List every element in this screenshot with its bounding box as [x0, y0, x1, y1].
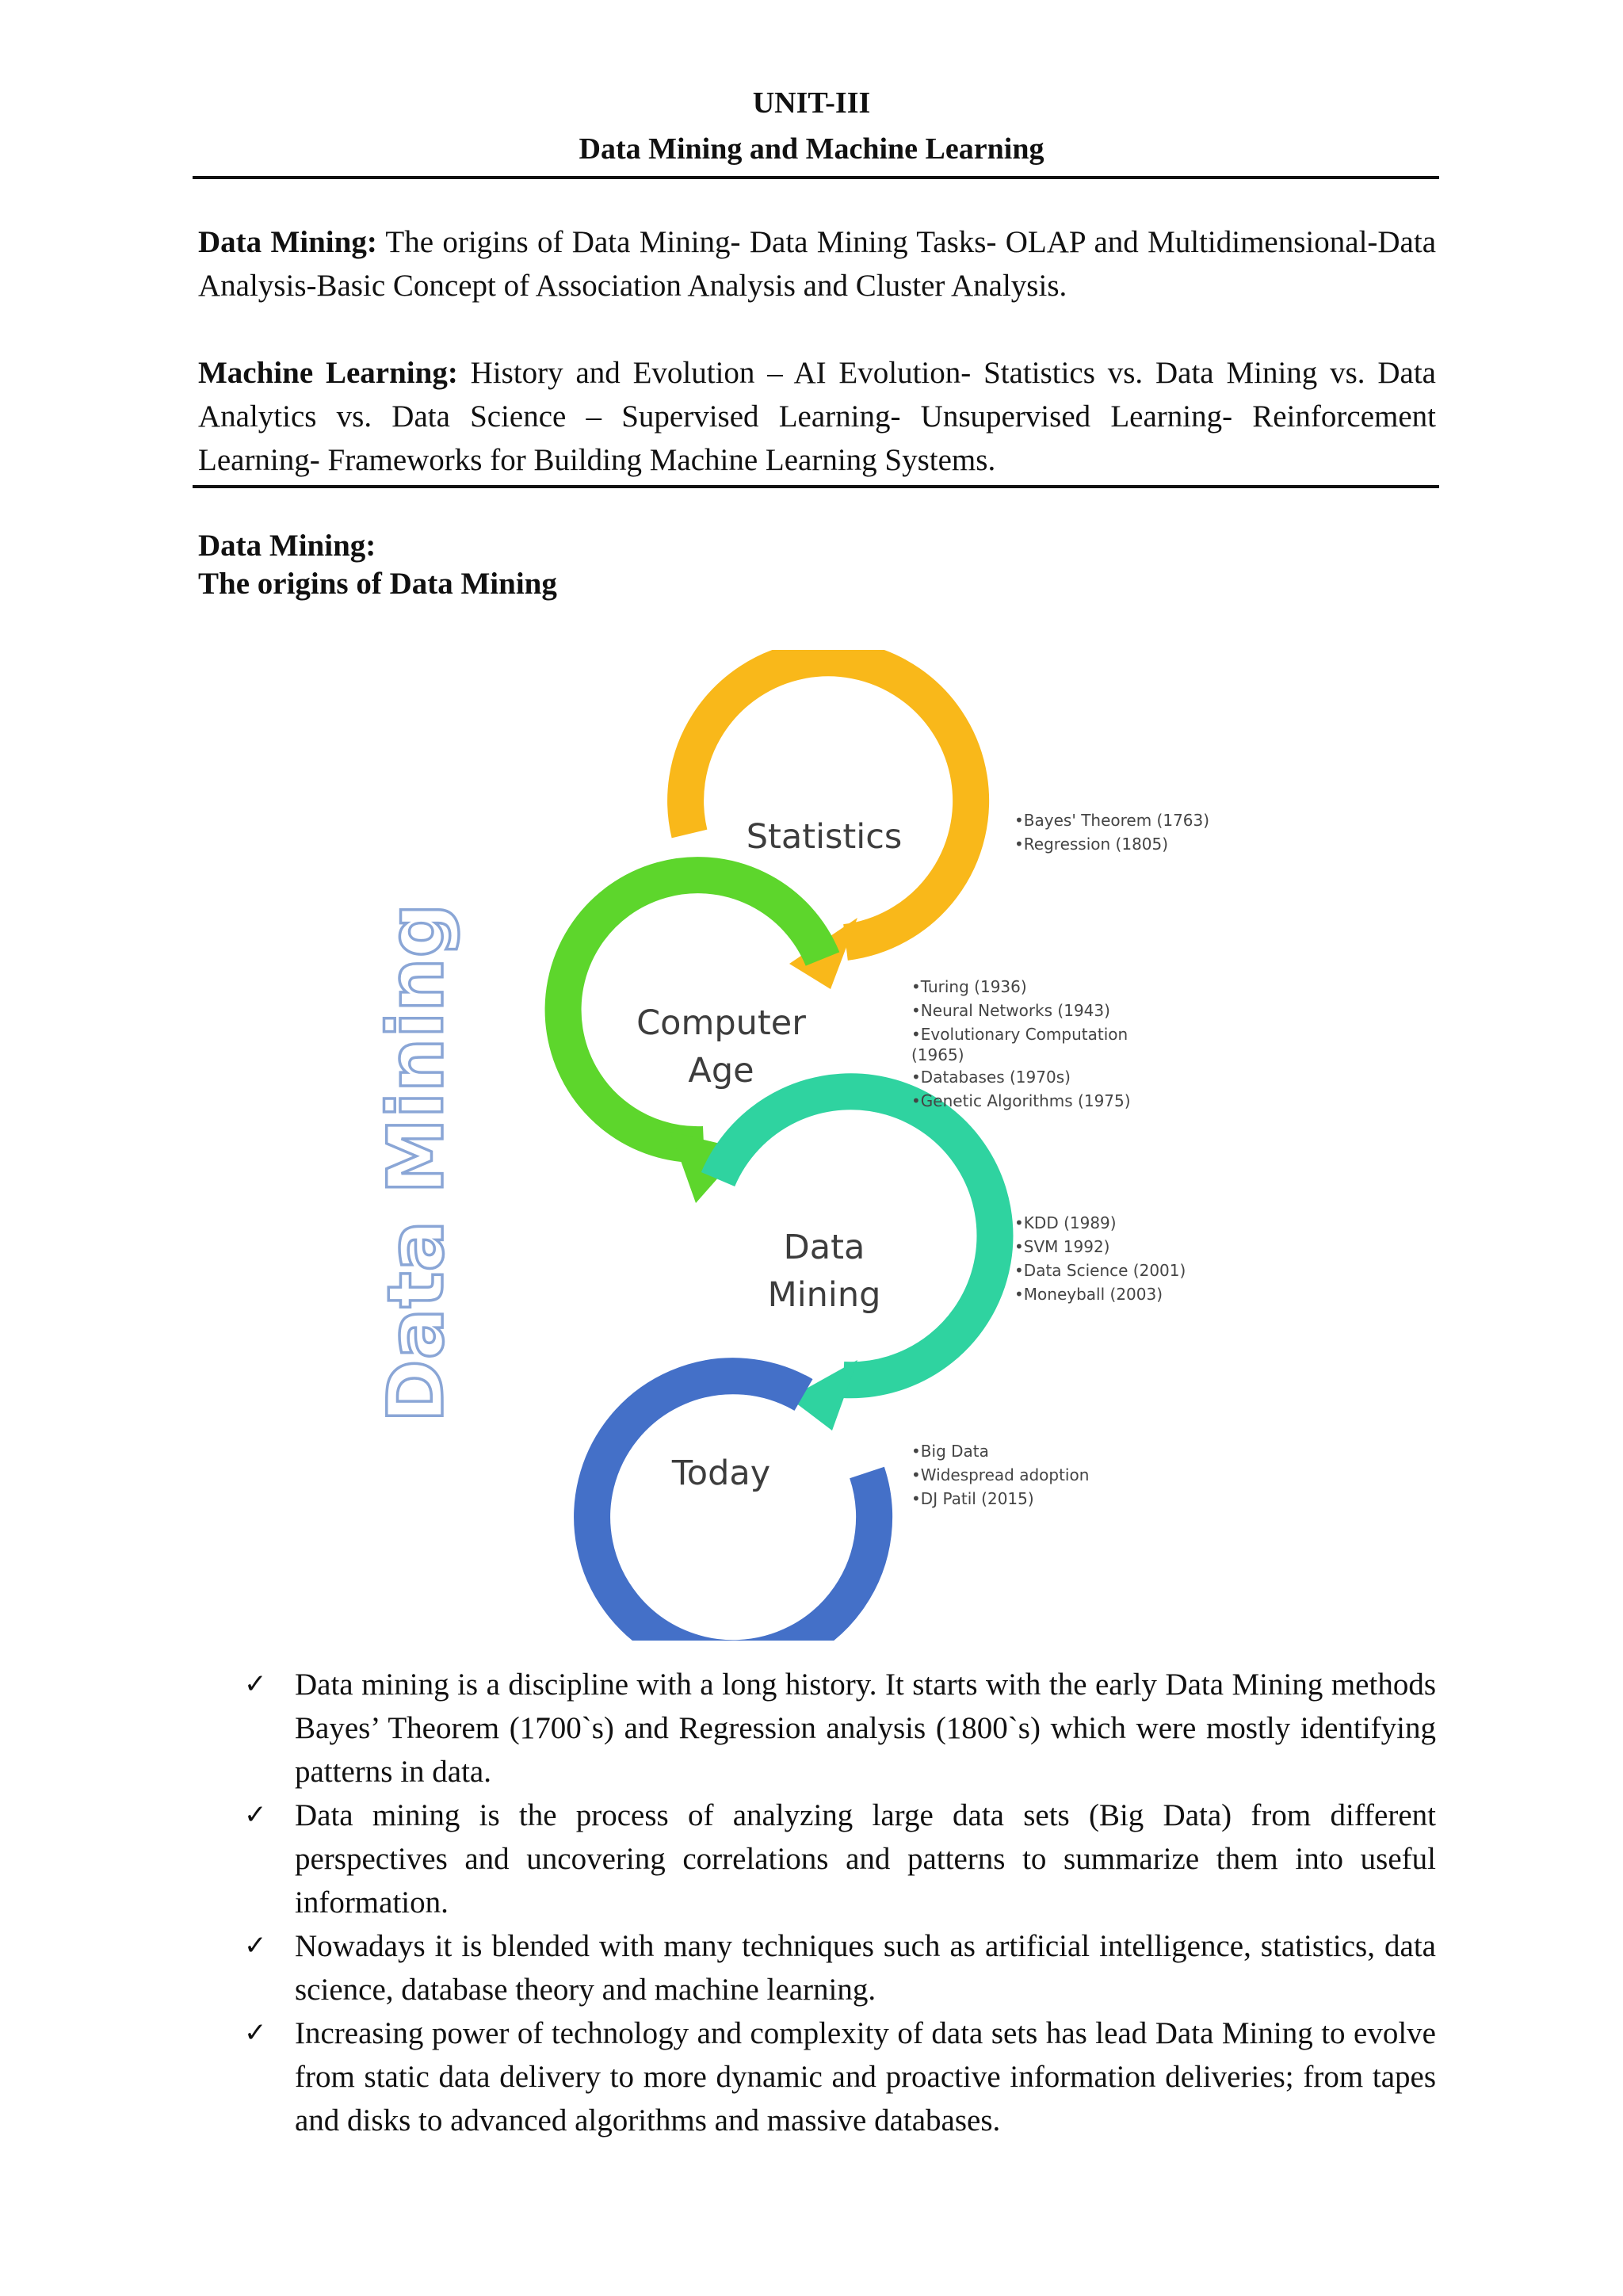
note-statistics-1: •Bayes' Theorem (1763): [1014, 811, 1210, 830]
note-computer-4: (1965): [911, 1045, 964, 1064]
note-today-2: •Widespread adoption: [911, 1465, 1090, 1484]
stage-label-data: Data: [783, 1228, 865, 1267]
stage-label-today: Today: [671, 1454, 771, 1493]
syllabus-dm-label: Data Mining:: [198, 225, 377, 259]
note-dm-4: •Moneyball (2003): [1014, 1285, 1163, 1304]
note-computer-2: •Neural Networks (1943): [911, 1001, 1110, 1020]
note-dm-3: •Data Science (2001): [1014, 1261, 1186, 1280]
bottom-rule: [193, 485, 1439, 488]
note-today-3: •DJ Patil (2015): [911, 1489, 1034, 1508]
top-rule: [193, 176, 1439, 179]
checkmark-icon: ✓: [244, 1799, 267, 1831]
vertical-title: Data Mining: [372, 903, 460, 1423]
note-computer-3: •Evolutionary Computation: [911, 1025, 1128, 1044]
syllabus-data-mining: [198, 220, 1436, 308]
syllabus-ml-label: Machine Learning:: [198, 356, 458, 390]
note-computer-1: •Turing (1936): [911, 977, 1027, 996]
note-dm-2: •SVM 1992): [1014, 1237, 1110, 1256]
note-computer-5: •Databases (1970s): [911, 1068, 1071, 1087]
section-heading: Data Mining:: [198, 529, 376, 563]
note-today-1: •Big Data: [911, 1442, 989, 1461]
syllabus-dm-text: The origins of Data Mining- Data Mining Tasks- OLAP and Multidimensional-Data Analysis-Basic Concept of Association Analysis and Cluster Analysis.: [198, 225, 1437, 303]
bullet-item: ✓ Nowadays it is blended with many techniques such as artificial intelligence, statistics, data science, database theory and machine learning.: [238, 1924, 1436, 2011]
bullet-item: ✓ Data mining is a discipline with a long history. It starts with the early Data Mining methods Bayes’ Theorem (1700`s) and Regression analysis (1800`s) which were mostly identifying patterns in data.: [238, 1663, 1436, 1794]
note-dm-1: •KDD (1989): [1014, 1213, 1117, 1232]
checkmark-icon: ✓: [244, 2017, 267, 2049]
stage-label-age: Age: [688, 1051, 754, 1091]
document-title: Data Mining and Machine Learning: [579, 132, 1044, 166]
unit-title: UNIT-III: [752, 86, 871, 120]
syllabus-ml-text: History and Evolution – AI Evolution- Statistics vs. Data Mining vs. Data Analytics vs. Data Science – Supervised Learning- Unsupervised Learning- Reinforcement Learning- Frameworks for Building Machine Learning Systems.: [198, 356, 1436, 477]
data-mining-origins-diagram: [341, 650, 1276, 1641]
note-computer-6: •Genetic Algorithms (1975): [911, 1091, 1131, 1110]
checkmark-icon: ✓: [244, 1668, 267, 1700]
stage-label-statistics: Statistics: [746, 817, 903, 857]
stage-label-mining: Mining: [767, 1275, 881, 1315]
bullet-item: ✓ Data mining is the process of analyzing large data sets (Big Data) from different perspectives and uncovering correlations and patterns to summarize them into useful information.: [238, 1794, 1436, 1924]
section-subheading: The origins of Data Mining: [198, 567, 557, 601]
bullet-item: ✓ Increasing power of technology and complexity of data sets has lead Data Mining to evolve from static data delivery to more dynamic and proactive information deliveries; from tapes and disks to advanced algorithms and massive databases.: [238, 2011, 1436, 2142]
bullet-list: [238, 1663, 1436, 2142]
stage-label-computer: Computer: [636, 1003, 806, 1043]
syllabus-machine-learning: [198, 351, 1436, 482]
checkmark-icon: ✓: [244, 1930, 267, 1962]
note-statistics-2: •Regression (1805): [1014, 835, 1169, 854]
